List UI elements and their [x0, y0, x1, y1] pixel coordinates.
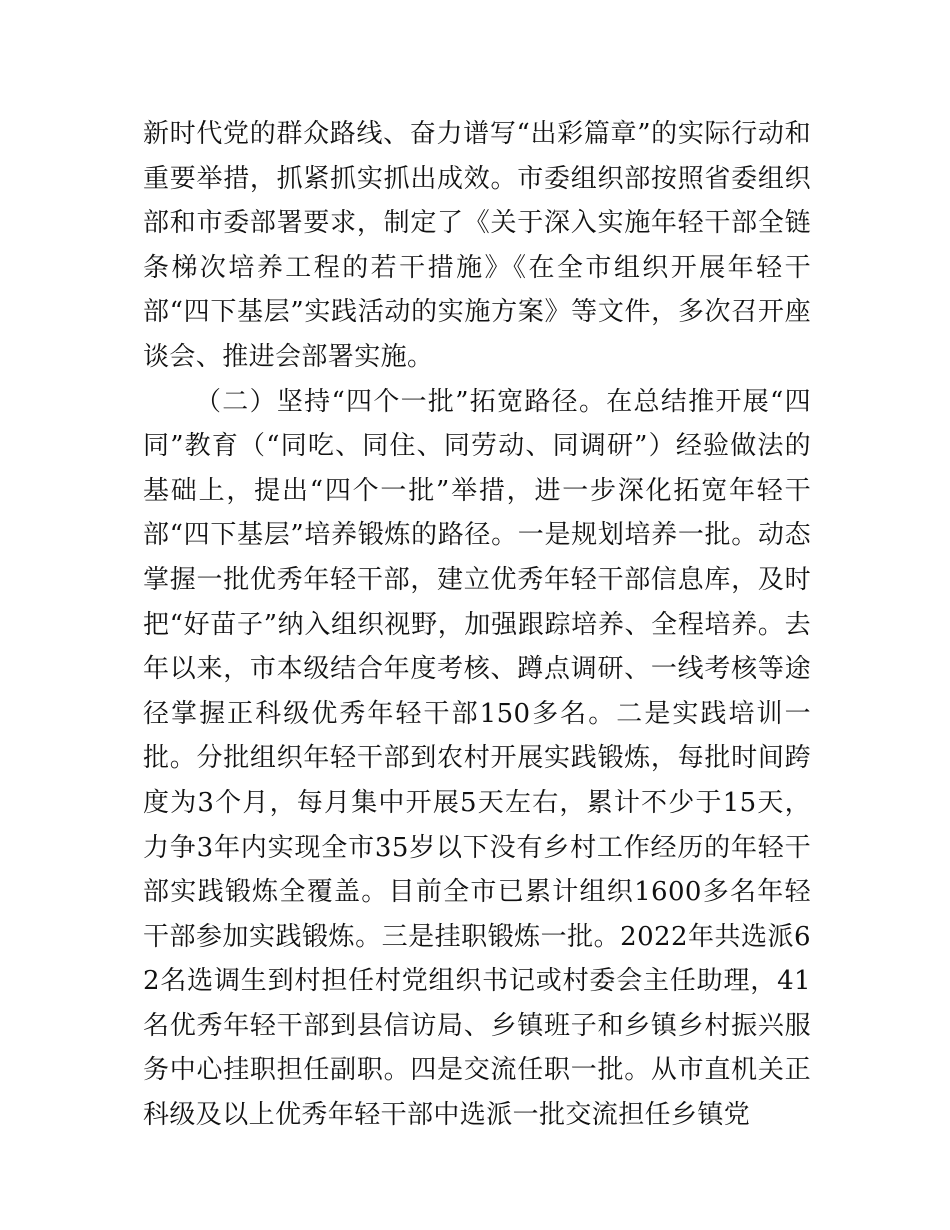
- paragraph-section-two: （二）坚持“四个一批”拓宽路径。在总结推开展“四同”教育（“同吃、同住、同劳动、同调研”）经验做法的基础上，提出“四个一批”举措，进一步深化拓宽年轻干部“四下基层”培养锻炼的路径。一是规划培养一批。动态掌握一批优秀年轻干部，建立优秀年轻干部信息库，及时把“好苗子”纳入组织视野，加强跟踪培养、全程培养。去年以来，市本级结合年度考核、蹲点调研、一线考核等途径掌握正科级优秀年轻干部150多名。二是实践培训一批。分批组织年轻干部到农村开展实践锻炼，每批时间跨度为3个月，每月集中开展5天左右，累计不少于15天，力争3年内实现全市35岁以下没有乡村工作经历的年轻干部实践锻炼全覆盖。目前全市已累计组织1600多名年轻干部参加实践锻炼。三是挂职锻炼一批。2022年共选派62名选调生到村担任村党组织书记或村委会主任助理，41名优秀年轻干部到县信访局、乡镇班子和乡镇乡村振兴服务中心挂职担任副职。四是交流任职一批。从市直机关正科级及以上优秀年轻干部中选派一批交流担任乡镇党: [143, 386, 811, 1131]
- paragraph-continuation: 新时代党的群众路线、奋力谱写“出彩篇章”的实际行动和重要举措，抓紧抓实抓出成效。市委组织部按照省委组织部和市委部署要求，制定了《关于深入实施年轻干部全链条梯次培养工程的若干措施》《在全市组织开展年轻干部“四下基层”实践活动的实施方案》等文件，多次召开座谈会、推进会部署实施。: [143, 119, 811, 372]
- body-text: [143, 112, 811, 1138]
